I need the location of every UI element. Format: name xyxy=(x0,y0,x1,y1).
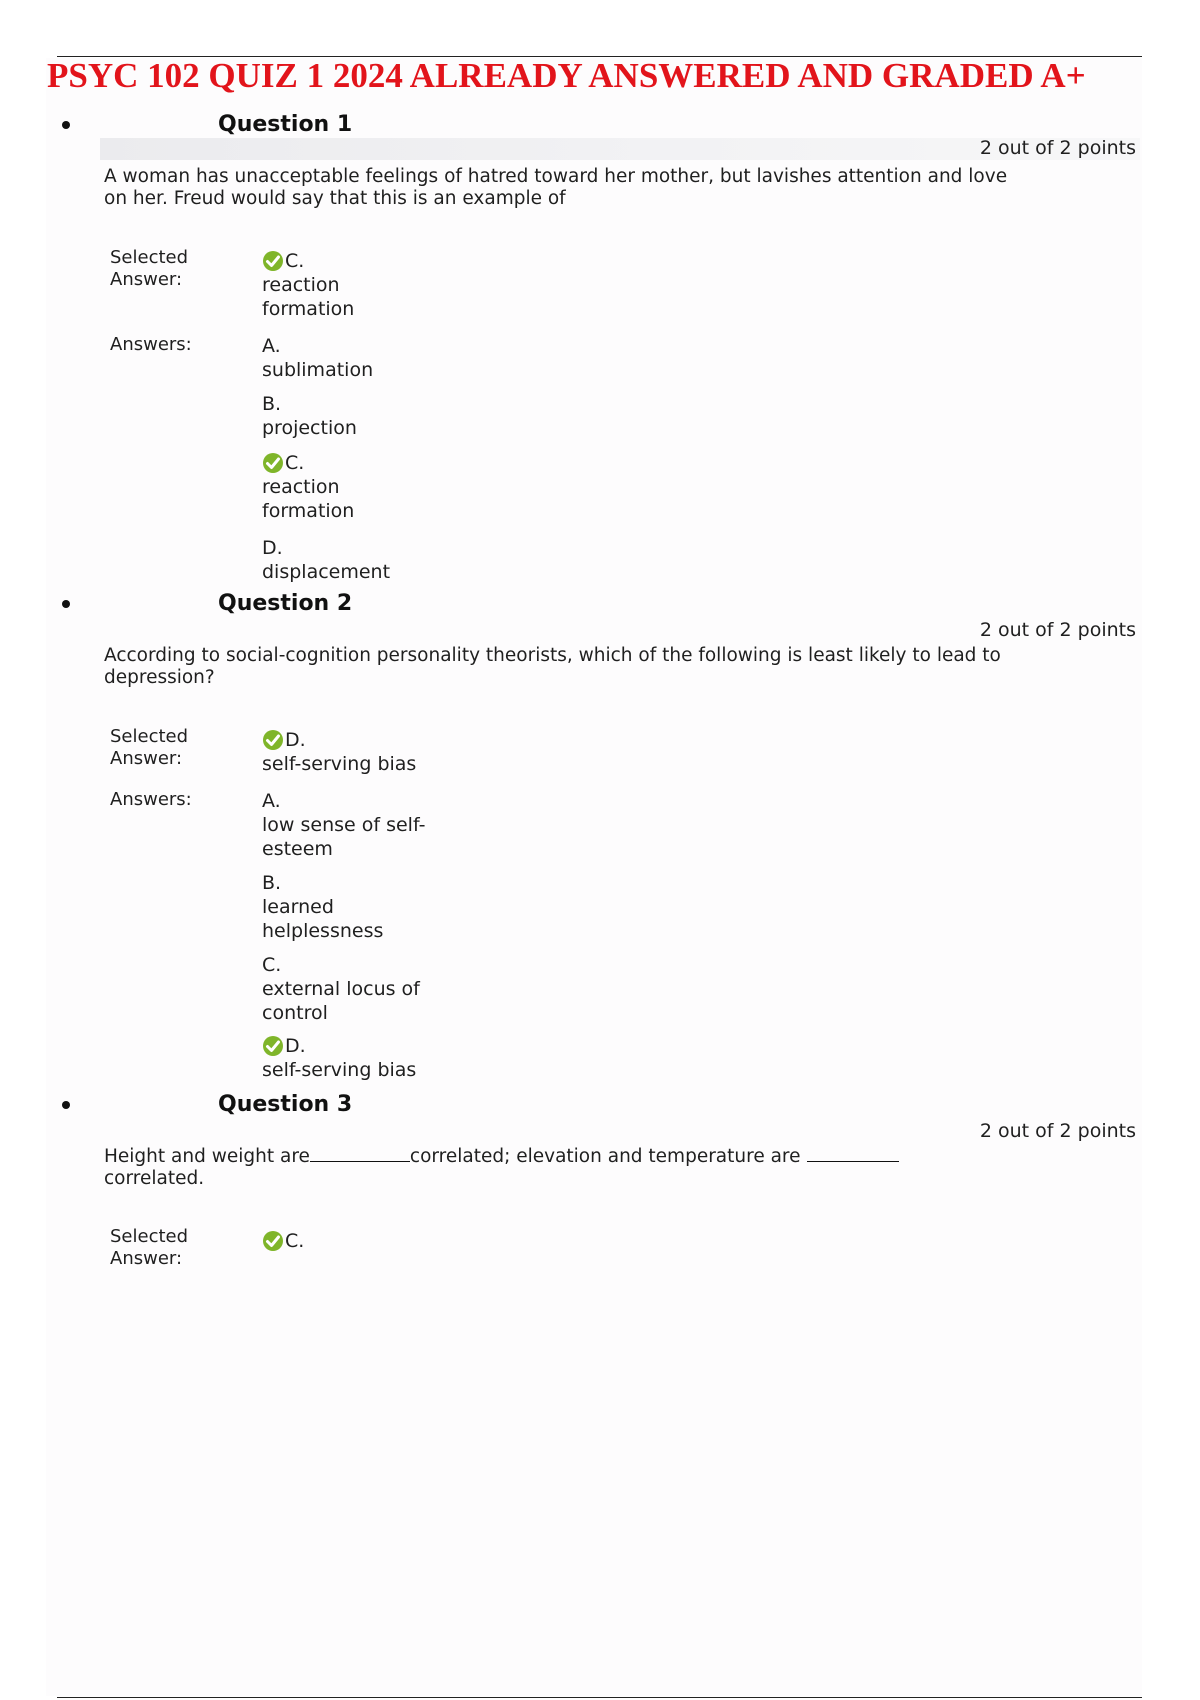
correct-check-icon xyxy=(262,1035,284,1057)
page-background xyxy=(46,58,1142,1696)
question-1-answer-d: D. displacement xyxy=(262,537,391,583)
answers-label: Answers: xyxy=(110,789,192,810)
question-2-points: 2 out of 2 points xyxy=(979,619,1136,641)
fill-in-blank xyxy=(310,1145,410,1162)
selected-answer-label: Selected Answer: xyxy=(110,726,189,769)
question-3-points: 2 out of 2 points xyxy=(979,1120,1136,1142)
question-1-answer-b: B. projection xyxy=(262,393,357,439)
answers-label: Answers: xyxy=(110,334,192,355)
selected-answer-label: Selected Answer: xyxy=(110,1226,189,1269)
question-1-selected-answer: C. reaction formation xyxy=(262,250,355,320)
question-2-answer-b: B. learned helplessness xyxy=(262,872,384,942)
question-2-heading: Question 2 xyxy=(218,591,353,616)
correct-check-icon xyxy=(262,729,284,751)
question-2-text: According to social-cognition personality theorists, which of the following is least likely to lead to depression? xyxy=(104,645,1001,688)
bullet-icon xyxy=(62,600,70,608)
correct-check-icon xyxy=(262,452,284,474)
correct-check-icon xyxy=(262,250,284,272)
question-2-selected-answer: D. self-serving bias xyxy=(262,729,417,775)
document-title: PSYC 102 QUIZ 1 2024 ALREADY ANSWERED AND GRADED A+ xyxy=(47,56,1086,95)
bullet-icon xyxy=(62,1101,70,1109)
question-2-answer-d: D. self-serving bias xyxy=(262,1035,417,1081)
question-1-answer-c: C. reaction formation xyxy=(262,452,355,522)
question-3-text: Height and weight are correlated; elevation and temperature are correlated. xyxy=(104,1145,1024,1190)
fill-in-blank xyxy=(807,1145,899,1162)
selected-answer-label: Selected Answer: xyxy=(110,247,189,290)
question-2-answer-c: C. external locus of control xyxy=(262,954,420,1024)
question-1-heading: Question 1 xyxy=(218,112,353,137)
question-3-heading: Question 3 xyxy=(218,1092,353,1117)
question-3-selected-answer: C. xyxy=(262,1229,304,1253)
bottom-rule xyxy=(57,1697,1142,1698)
correct-check-icon xyxy=(262,1230,284,1252)
question-2-answer-a: A. low sense of self- esteem xyxy=(262,790,426,860)
question-1-points: 2 out of 2 points xyxy=(979,137,1136,159)
question-1-text: A woman has unacceptable feelings of hatred toward her mother, but lavishes attention and love on her. Freud would say that this is an example of xyxy=(104,166,1008,209)
question-1-answer-a: A. sublimation xyxy=(262,335,374,381)
bullet-icon xyxy=(62,121,70,129)
